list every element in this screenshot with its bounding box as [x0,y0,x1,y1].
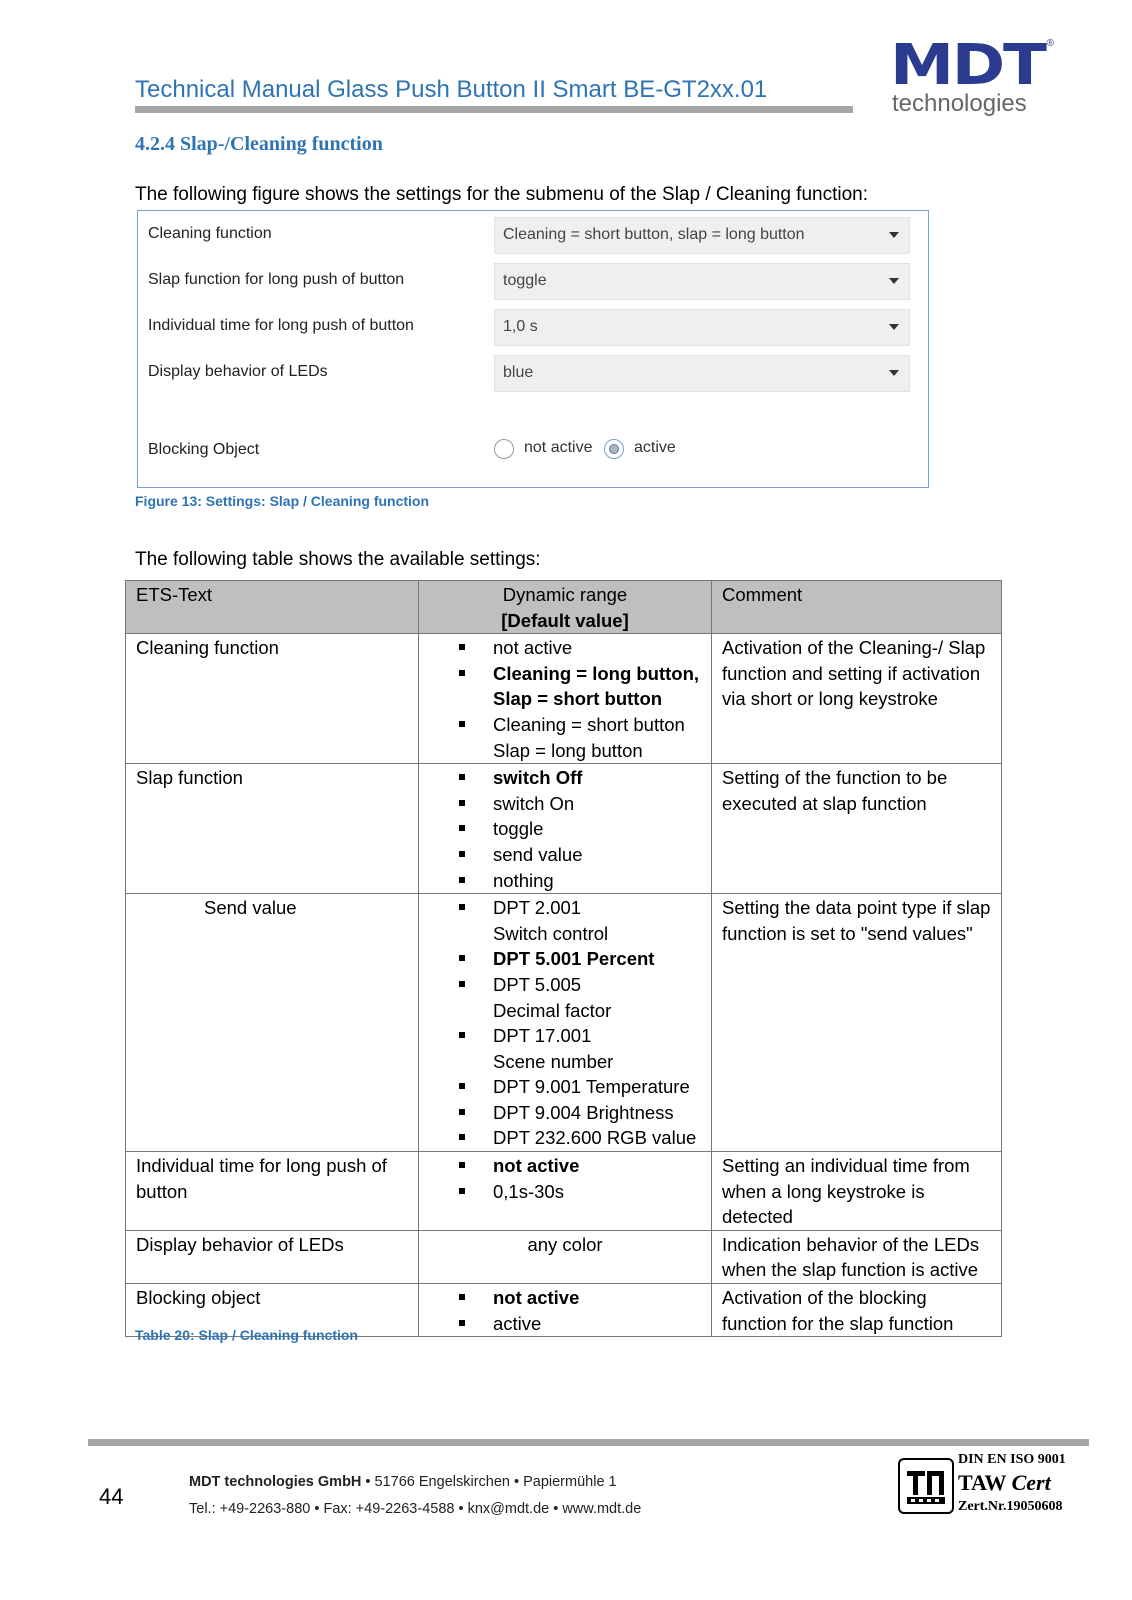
option-default: not active [459,1285,701,1311]
row-comment: Setting an individual time from when a long keystroke is detected [712,1152,1002,1231]
table-header-row [126,581,1002,634]
option-line: Switch control [493,922,609,944]
header-dynamic-range-label: Dynamic range [502,584,628,605]
row-name: Slap function [126,764,419,894]
option-line: DPT 2.001 [493,897,582,919]
chevron-down-icon [889,324,899,330]
header-ets-text: ETS-Text [126,581,419,634]
option-default: DPT 5.001 Percent [459,946,701,972]
table-row [126,634,1002,764]
option-default: not active [459,1153,701,1179]
row-options [419,634,712,764]
cert-name-taw: TAW [958,1470,1012,1495]
taw-cert-logo-icon [898,1458,954,1514]
cleaning-function-dropdown[interactable] [494,217,910,254]
table-caption: Table 20: Slap / Cleaning function [135,1327,358,1343]
figure-intro-text: The following figure shows the settings for the submenu of the Slap / Cleaning function: [135,184,868,205]
led-display-dropdown[interactable] [494,355,910,392]
header-dynamic-range [419,581,712,634]
setting-row-long-push-time [138,309,928,345]
radio-not-active[interactable] [494,439,514,459]
header-default-value-label: [Default value] [501,609,629,631]
row-options [419,894,712,1152]
long-push-time-dropdown[interactable] [494,309,910,346]
row-comment: Activation of the blocking function for the slap function [712,1284,1002,1337]
radio-active[interactable] [604,439,624,459]
settings-panel [137,210,929,488]
setting-label: Blocking Object [148,441,260,458]
setting-row-slap-function [138,263,928,299]
option [459,972,701,1023]
settings-table [125,580,1002,1337]
option: switch On [459,791,701,817]
chevron-down-icon [889,370,899,376]
setting-label: Display behavior of LEDs [148,363,328,380]
setting-label: Individual time for long push of button [148,317,414,334]
section-heading: 4.2.4 Slap-/Cleaning function [135,133,383,155]
slap-function-dropdown[interactable] [494,263,910,300]
row-name: Display behavior of LEDs [126,1230,419,1283]
setting-row-led-display [138,355,928,391]
footer-address [189,1474,617,1490]
option: Cleaning = short button Slap = long button [459,712,701,763]
option-line: DPT 5.005 [493,973,582,995]
footer-contact: Tel.: +49-2263-880 • Fax: +49-2263-4588 • knx@mdt.de • www.mdt.de [189,1501,642,1517]
option: 0,1s-30s [459,1179,701,1205]
dropdown-value: blue [503,364,534,381]
row-name: Blocking object [126,1284,419,1337]
chevron-down-icon [889,278,899,284]
row-name: Send value [126,894,419,1152]
option: DPT 9.001 Temperature [459,1074,701,1100]
header-comment: Comment [712,581,1002,634]
logo-wordmark: MDT [890,33,1045,98]
radio-label-not-active: not active [524,439,593,456]
row-comment: Indication behavior of the LEDs when the slap function is active [712,1230,1002,1283]
row-options [419,764,712,894]
option-line: DPT 17.001 [493,1025,592,1047]
option: DPT 9.004 Brightness [459,1100,701,1126]
footer-address-text: • 51766 Engelskirchen • Papiermühle 1 [361,1474,617,1490]
option: not active [459,635,701,661]
iso-certification-badge [898,1452,1084,1520]
footer-company: MDT technologies GmbH [189,1474,362,1490]
footer-rule [88,1439,1089,1446]
row-comment: Setting of the function to be executed at slap function [712,764,1002,894]
cert-name-cert: Cert [1011,1470,1051,1495]
logo-subtitle: technologies [892,90,1027,117]
option: send value [459,842,701,868]
row-value: any color [419,1230,712,1283]
option [459,895,701,946]
page-number: 44 [99,1484,124,1509]
option: nothing [459,868,701,894]
option [459,1023,701,1074]
table-row [126,1230,1002,1283]
option: active [459,1311,701,1337]
row-comment: Setting the data point type if slap function is set to "send values" [712,894,1002,1152]
mdt-logo [890,33,1060,124]
row-name: Individual time for long push of button [126,1152,419,1231]
dropdown-value: Cleaning = short button, slap = long button [503,226,805,243]
logo-registered-mark: ® [1046,38,1054,49]
option: toggle [459,816,701,842]
row-name: Cleaning function [126,634,419,764]
option-line: Scene number [493,1050,614,1072]
table-row [126,764,1002,894]
figure-caption: Figure 13: Settings: Slap / Cleaning function [135,493,430,509]
option: DPT 232.600 RGB value [459,1125,701,1151]
document-title: Technical Manual Glass Push Button II Smart BE-GT2xx.01 [135,76,768,103]
setting-row-cleaning-function [138,217,928,253]
table-row [126,894,1002,1152]
chevron-down-icon [889,232,899,238]
table-intro-text: The following table shows the available settings: [135,549,541,570]
setting-label: Cleaning function [148,225,272,242]
dropdown-value: 1,0 s [503,318,538,335]
setting-label: Slap function for long push of button [148,271,405,288]
radio-label-active: active [634,439,676,456]
option-default: Cleaning = long button, Slap = short button [459,661,701,712]
row-comment: Activation of the Cleaning-/ Slap function and setting if activation via short or long keystroke [712,634,1002,764]
dropdown-value: toggle [503,272,547,289]
row-options [419,1152,712,1231]
cert-name [958,1470,1051,1496]
cert-number: Zert.Nr.19050608 [958,1499,1063,1514]
option-line: Decimal factor [493,999,612,1021]
row-options [419,1284,712,1337]
table-row [126,1152,1002,1231]
header-rule [135,106,853,113]
option-default: switch Off [459,765,701,791]
cert-standard: DIN EN ISO 9001 [958,1452,1066,1467]
